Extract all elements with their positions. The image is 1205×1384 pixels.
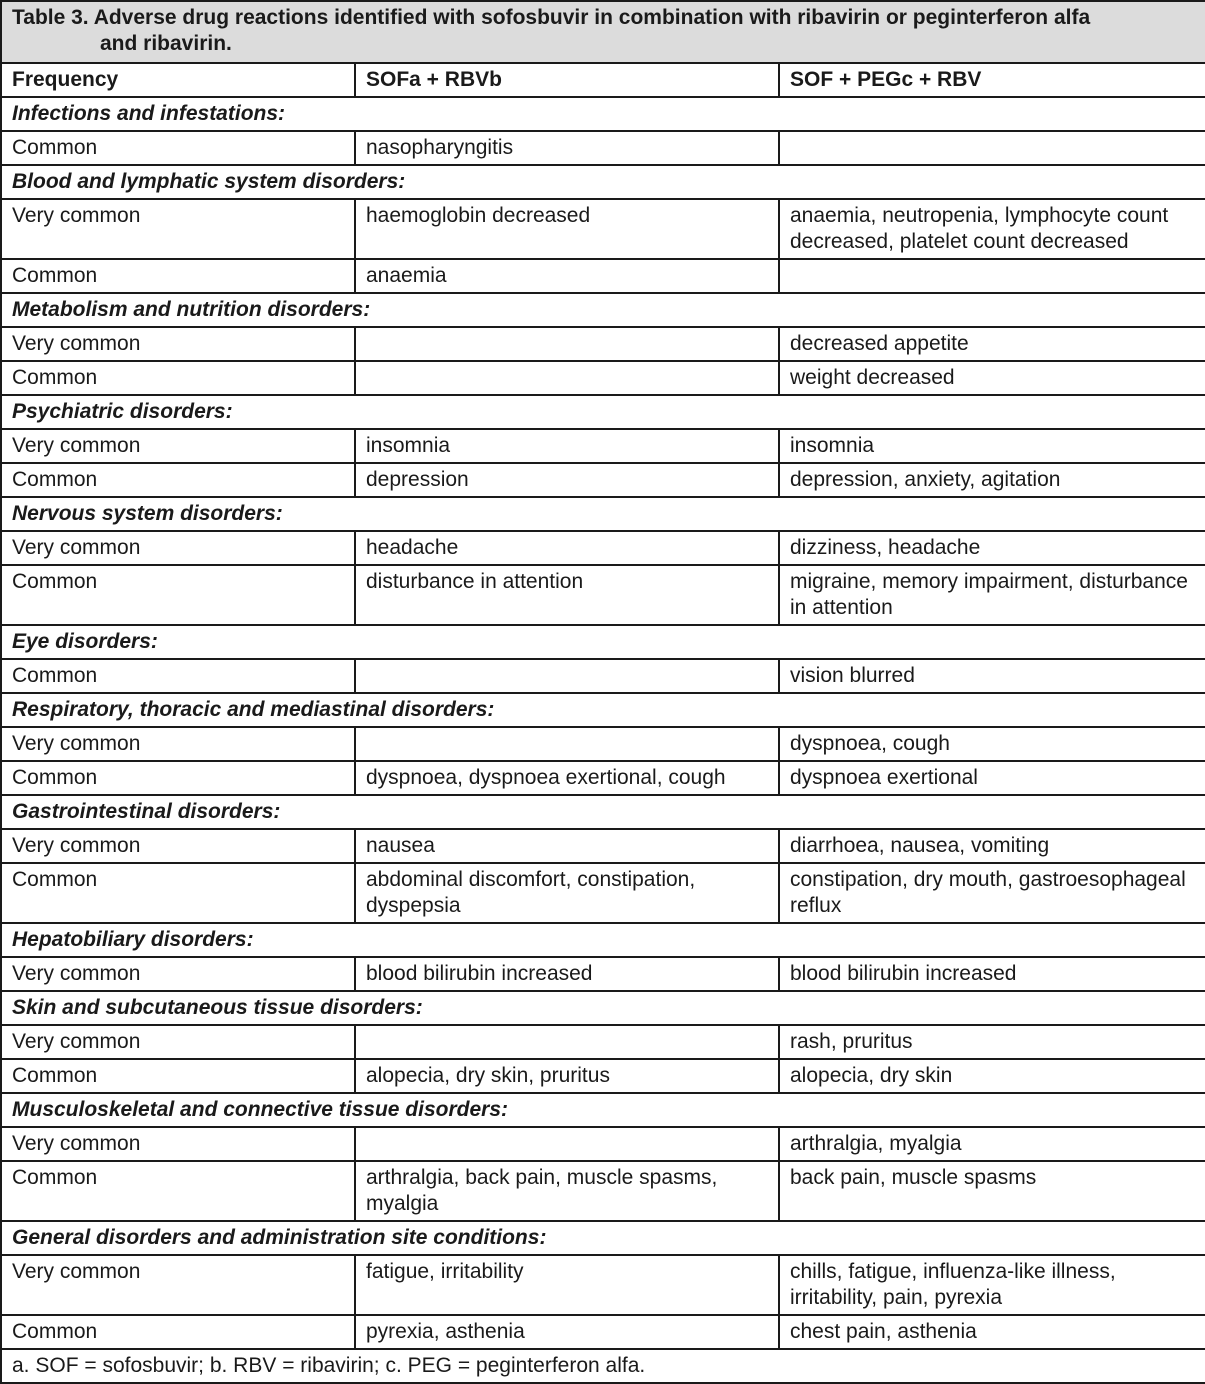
- sof-rbv-cell: alopecia, dry skin, pruritus: [355, 1059, 779, 1093]
- column-header-sof-peg-rbv: SOF + PEGc + RBV: [779, 63, 1205, 97]
- column-header-frequency: Frequency: [1, 63, 355, 97]
- table-row: [1, 659, 1205, 693]
- sof-rbv-cell: [355, 1127, 779, 1161]
- sof-peg-rbv-cell: constipation, dry mouth, gastroesophageal reflux: [779, 863, 1205, 923]
- sof-peg-rbv-cell: blood bilirubin increased: [779, 957, 1205, 991]
- category-row: [1, 395, 1205, 429]
- category-label: Nervous system disorders:: [1, 497, 1205, 531]
- frequency-cell: Very common: [1, 327, 355, 361]
- sof-peg-rbv-cell: arthralgia, myalgia: [779, 1127, 1205, 1161]
- frequency-cell: Common: [1, 565, 355, 625]
- frequency-cell: Very common: [1, 1127, 355, 1161]
- category-label: General disorders and administration site conditions:: [1, 1221, 1205, 1255]
- category-label: Musculoskeletal and connective tissue disorders:: [1, 1093, 1205, 1127]
- frequency-cell: Very common: [1, 531, 355, 565]
- table-title-line2: and ribavirin.: [100, 32, 232, 55]
- table-body: [1, 97, 1205, 1349]
- sof-peg-rbv-cell: decreased appetite: [779, 327, 1205, 361]
- category-row: [1, 293, 1205, 327]
- sof-rbv-cell: nasopharyngitis: [355, 131, 779, 165]
- category-row: [1, 625, 1205, 659]
- category-row: [1, 693, 1205, 727]
- frequency-cell: Common: [1, 131, 355, 165]
- frequency-cell: Very common: [1, 727, 355, 761]
- sof-peg-rbv-cell: weight decreased: [779, 361, 1205, 395]
- sof-rbv-cell: abdominal discomfort, constipation, dyspepsia: [355, 863, 779, 923]
- sof-peg-rbv-cell: [779, 131, 1205, 165]
- table-title: [1, 1, 1205, 63]
- table-row: [1, 259, 1205, 293]
- footnote: a. SOF = sofosbuvir; b. RBV = ribavirin; c. PEG = peginterferon alfa.: [1, 1349, 1205, 1383]
- sof-rbv-cell: [355, 361, 779, 395]
- category-row: [1, 1221, 1205, 1255]
- sof-rbv-cell: depression: [355, 463, 779, 497]
- table-row: [1, 1315, 1205, 1349]
- category-row: [1, 1093, 1205, 1127]
- table-row: [1, 1059, 1205, 1093]
- sof-peg-rbv-cell: dyspnoea exertional: [779, 761, 1205, 795]
- frequency-cell: Very common: [1, 957, 355, 991]
- sof-peg-rbv-cell: vision blurred: [779, 659, 1205, 693]
- table-row: [1, 463, 1205, 497]
- table-row: [1, 727, 1205, 761]
- sof-peg-rbv-cell: rash, pruritus: [779, 1025, 1205, 1059]
- sof-rbv-cell: blood bilirubin increased: [355, 957, 779, 991]
- frequency-cell: Common: [1, 259, 355, 293]
- sof-peg-rbv-cell: alopecia, dry skin: [779, 1059, 1205, 1093]
- sof-peg-rbv-cell: anaemia, neutropenia, lymphocyte count decreased, platelet count decreased: [779, 199, 1205, 259]
- table-row: [1, 1255, 1205, 1315]
- category-row: [1, 991, 1205, 1025]
- category-label: Skin and subcutaneous tissue disorders:: [1, 991, 1205, 1025]
- frequency-cell: Very common: [1, 1025, 355, 1059]
- sof-rbv-cell: nausea: [355, 829, 779, 863]
- sof-peg-rbv-cell: insomnia: [779, 429, 1205, 463]
- category-row: [1, 923, 1205, 957]
- table-row: [1, 829, 1205, 863]
- category-label: Infections and infestations:: [1, 97, 1205, 131]
- frequency-cell: Common: [1, 463, 355, 497]
- table-row: [1, 199, 1205, 259]
- category-row: [1, 795, 1205, 829]
- frequency-cell: Common: [1, 659, 355, 693]
- sof-rbv-cell: insomnia: [355, 429, 779, 463]
- frequency-cell: Common: [1, 1315, 355, 1349]
- category-label: Gastrointestinal disorders:: [1, 795, 1205, 829]
- category-label: Blood and lymphatic system disorders:: [1, 165, 1205, 199]
- sof-peg-rbv-cell: chills, fatigue, influenza-like illness, irritability, pain, pyrexia: [779, 1255, 1205, 1315]
- sof-peg-rbv-cell: chest pain, asthenia: [779, 1315, 1205, 1349]
- sof-rbv-cell: disturbance in attention: [355, 565, 779, 625]
- sof-peg-rbv-cell: dyspnoea, cough: [779, 727, 1205, 761]
- table-row: [1, 1025, 1205, 1059]
- sof-peg-rbv-cell: diarrhoea, nausea, vomiting: [779, 829, 1205, 863]
- table-row: [1, 131, 1205, 165]
- sof-rbv-cell: [355, 1025, 779, 1059]
- sof-peg-rbv-cell: dizziness, headache: [779, 531, 1205, 565]
- category-label: Respiratory, thoracic and mediastinal disorders:: [1, 693, 1205, 727]
- sof-rbv-cell: [355, 659, 779, 693]
- category-label: Hepatobiliary disorders:: [1, 923, 1205, 957]
- sof-rbv-cell: haemoglobin decreased: [355, 199, 779, 259]
- sof-rbv-cell: arthralgia, back pain, muscle spasms, myalgia: [355, 1161, 779, 1221]
- category-label: Psychiatric disorders:: [1, 395, 1205, 429]
- frequency-cell: Very common: [1, 199, 355, 259]
- category-row: [1, 165, 1205, 199]
- sof-peg-rbv-cell: back pain, muscle spasms: [779, 1161, 1205, 1221]
- frequency-cell: Common: [1, 1059, 355, 1093]
- sof-rbv-cell: [355, 727, 779, 761]
- footnote-row: [1, 1349, 1205, 1383]
- frequency-cell: Common: [1, 863, 355, 923]
- table-row: [1, 863, 1205, 923]
- table-row: [1, 429, 1205, 463]
- table-title-row: [1, 1, 1205, 63]
- category-label: Eye disorders:: [1, 625, 1205, 659]
- table-row: [1, 531, 1205, 565]
- column-header-row: [1, 63, 1205, 97]
- table-row: [1, 957, 1205, 991]
- sof-rbv-cell: dyspnoea, dyspnoea exertional, cough: [355, 761, 779, 795]
- column-header-sof-rbv: SOFa + RBVb: [355, 63, 779, 97]
- table-title-line1: Table 3. Adverse drug reactions identified with sofosbuvir in combination with ribavirin or peginterferon alfa: [12, 6, 1091, 29]
- sof-rbv-cell: anaemia: [355, 259, 779, 293]
- table-row: [1, 1127, 1205, 1161]
- frequency-cell: Common: [1, 1161, 355, 1221]
- table-row: [1, 565, 1205, 625]
- category-row: [1, 97, 1205, 131]
- table-row: [1, 327, 1205, 361]
- sof-peg-rbv-cell: depression, anxiety, agitation: [779, 463, 1205, 497]
- frequency-cell: Common: [1, 761, 355, 795]
- frequency-cell: Very common: [1, 829, 355, 863]
- sof-peg-rbv-cell: [779, 259, 1205, 293]
- sof-peg-rbv-cell: migraine, memory impairment, disturbance in attention: [779, 565, 1205, 625]
- frequency-cell: Very common: [1, 429, 355, 463]
- category-label: Metabolism and nutrition disorders:: [1, 293, 1205, 327]
- table-row: [1, 361, 1205, 395]
- sof-rbv-cell: headache: [355, 531, 779, 565]
- sof-rbv-cell: [355, 327, 779, 361]
- sof-rbv-cell: fatigue, irritability: [355, 1255, 779, 1315]
- category-row: [1, 497, 1205, 531]
- frequency-cell: Very common: [1, 1255, 355, 1315]
- frequency-cell: Common: [1, 361, 355, 395]
- sof-rbv-cell: pyrexia, asthenia: [355, 1315, 779, 1349]
- table-row: [1, 1161, 1205, 1221]
- table-row: [1, 761, 1205, 795]
